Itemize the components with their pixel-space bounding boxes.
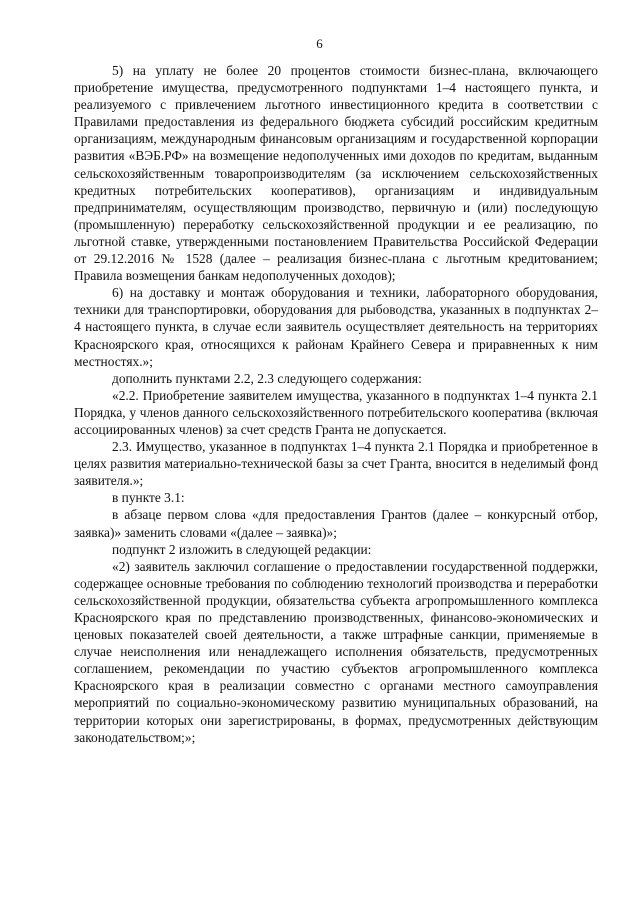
paragraph-in-point-3-1: в пункте 3.1:	[112, 490, 185, 506]
paragraph-item-6: 6) на доставку и монтаж оборудования и техники, лабораторного оборудования, техники для транспортировки, оборудования для рыбоводства, указанных в подпунктах 2–4 настоящего пункта, в случае если заявитель осуществляет деятельность на территориях Красноярского края, относящихся к районам Крайнего Севера и приравненных к ним местностях.»;	[74, 285, 598, 369]
paragraph-subpoint-2-intro: подпункт 2 изложить в следующей редакции:	[112, 541, 372, 557]
paragraph-first-abzac: в абзаце первом слова «для предоставления Грантов (далее – конкурсный отбор, заявка)» заменить словами «(далее – заявка)»;	[74, 507, 598, 540]
paragraph-subpoint-2-text: «2) заявитель заключил соглашение о предоставлении государственной поддержки, содержащее основные требования по соблюдению технологий производства и переработки сельскохозяйственной продукции, обязательства субъекта агропромышленного комплекса Красноярского края по представлению производственных, финансово-экономических и ценовых показателей своей деятельности, а также штрафные санкции, применяемые в случае неисполнения или ненадлежащего исполнения обязательств, предусмотренных соглашением, рекомендации по участию субъектов агропромышленного комплекса Красноярского края в реализации совместно с органами местного самоуправления мероприятий по социально-экономическому развитию муниципальных образований, на территории которых они зарегистрированы, в формах, предусмотренных действующим законодательством;»;	[74, 558, 598, 745]
document-body	[74, 62, 598, 746]
page-number: 6	[316, 36, 323, 51]
paragraph-point-2-2: «2.2. Приобретение заявителем имущества, указанного в подпунктах 1–4 пункта 2.1 Порядка, у членов данного сельскохозяйственного потребительского кооператива (включая ассоциированных членов) за счет средств Гранта не допускается.	[74, 387, 598, 437]
paragraph-point-2-3: 2.3. Имущество, указанное в подпунктах 1–4 пункта 2.1 Порядка и приобретенное в целях развития материально-технической базы за счет Гранта, вносится в неделимый фонд заявителя.»;	[74, 439, 598, 489]
paragraph-item-5: 5) на уплату не более 20 процентов стоимости бизнес-плана, включающего приобретение имущества, предусмотренного подпунктами 1–4 настоящего пункта, и реализуемого с привлечением льготного инвестиционного кредита в соответствии с Правилами предоставления из федерального бюджета субсидий российским кредитным организациям, международным финансовым организациям и государственной корпорации развития «ВЭБ.РФ» на возмещение недополученных ими доходов по кредитам, выданным сельскохозяйственным товаропроизводителям (за исключением сельскохозяйственных кредитных потребительских кооперативов), организациям и индивидуальным предпринимателям, осуществляющим производство, первичную и (или) последующую (промышленную) переработку сельскохозяйственной продукции и ее реализацию, по льготной ставке, утвержденными постановлением Правительства Российской Федерации от 29.12.2016 № 1528 (далее – реализация бизнес-плана с льготным кредитованием; Правила возмещения банкам недополученных доходов);	[74, 63, 598, 284]
paragraph-add-points: дополнить пунктами 2.2, 2.3 следующего содержания:	[112, 370, 422, 386]
